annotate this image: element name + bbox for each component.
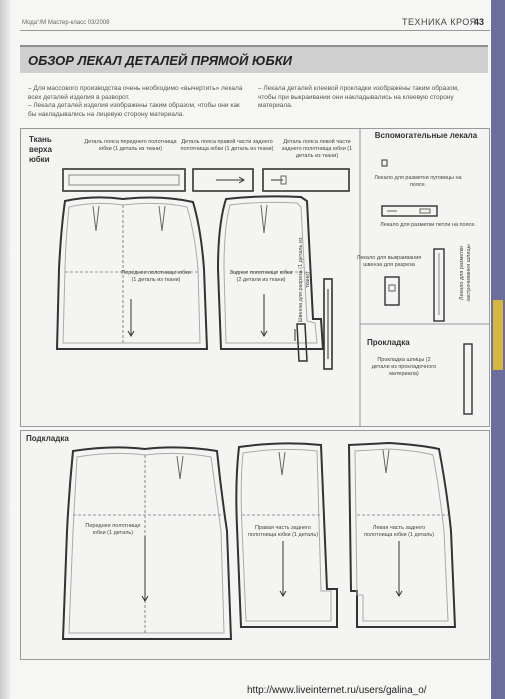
source-url[interactable]: http://www.liveinternet.ru/users/galina_o/ <box>247 685 427 696</box>
slit-facing-label: Швенза для разреза (1 деталь из ткани) <box>298 237 311 323</box>
lining-front-label: Переднее полотнище юбки (1 деталь) <box>85 523 141 536</box>
interfacing-heading: Прокладка <box>367 338 410 347</box>
page-binding <box>0 0 10 699</box>
page-title: ОБЗОР ЛЕКАЛ ДЕТАЛЕЙ ПРЯМОЙ ЮБКИ <box>28 53 293 68</box>
fabric-section <box>20 128 490 427</box>
fabric-heading: Ткань верха юбки <box>29 135 52 164</box>
page-edge-tab <box>493 300 503 370</box>
intro-column-1: – Для массового производства очень необходимо «вычертить» лекала всех деталей изделия в разворот. – Лекала деталей изделия изображены таким образом, чтобы они как бы накладывались на лицевую сторону материала. <box>28 85 243 118</box>
lining-section <box>20 430 490 660</box>
page-edge-strip <box>491 0 505 699</box>
aux-slit-template-label: Лекало для разметки застрочивания шлицы <box>459 244 472 302</box>
waist-back-right-label: Деталь пояса правой части заднего полотнища юбки (1 деталь из ткани) <box>180 139 274 152</box>
title-bar <box>20 45 488 73</box>
lining-back-left-label: Левая часть заднего полотнища юбки (1 деталь) <box>363 525 435 538</box>
intro-column-2: – Лекала деталей клеевой прокладки изображены таким образом, чтобы при выкраивании они накладывались на клеевую сторону материала. <box>258 85 459 109</box>
header-issue: Мода°/М Мастер-класс 03/2008 <box>22 20 110 26</box>
header-section: ТЕХНИКА КРОЯ <box>402 17 477 27</box>
waist-back-left-label: Деталь пояса левой части заднего полотнища юбки (1 деталь из ткани) <box>281 139 353 159</box>
interfacing-slit-label: Прокладка шлицы (2 детали из прокладочного материала) <box>371 357 437 377</box>
aux-loop-label: Лекало для разметки петли на поясе. <box>380 222 476 228</box>
lining-pattern-drawing <box>21 431 489 659</box>
lining-heading: Подкладка <box>26 434 69 443</box>
back-panel-label: Заднее полотнище юбки (2 детали из ткани) <box>229 270 293 283</box>
aux-heading: Вспомогательные лекала <box>374 131 478 140</box>
aux-slit-marking-label: Лекало для выкраивания швенза для разреза <box>356 255 422 268</box>
header-rule <box>20 30 490 31</box>
front-panel-label: Переднее полотнище юбки (1 деталь из ткани) <box>121 270 191 283</box>
aux-button-label: Лекало для разметки пуговицы на поясе. <box>374 175 462 188</box>
lining-back-right-label: Правая часть заднего полотнища юбки (1 деталь) <box>247 525 319 538</box>
page-number: 43 <box>474 17 485 27</box>
waist-front-label: Деталь пояса переднего полотнища юбки (1 деталь из ткани) <box>84 139 177 152</box>
